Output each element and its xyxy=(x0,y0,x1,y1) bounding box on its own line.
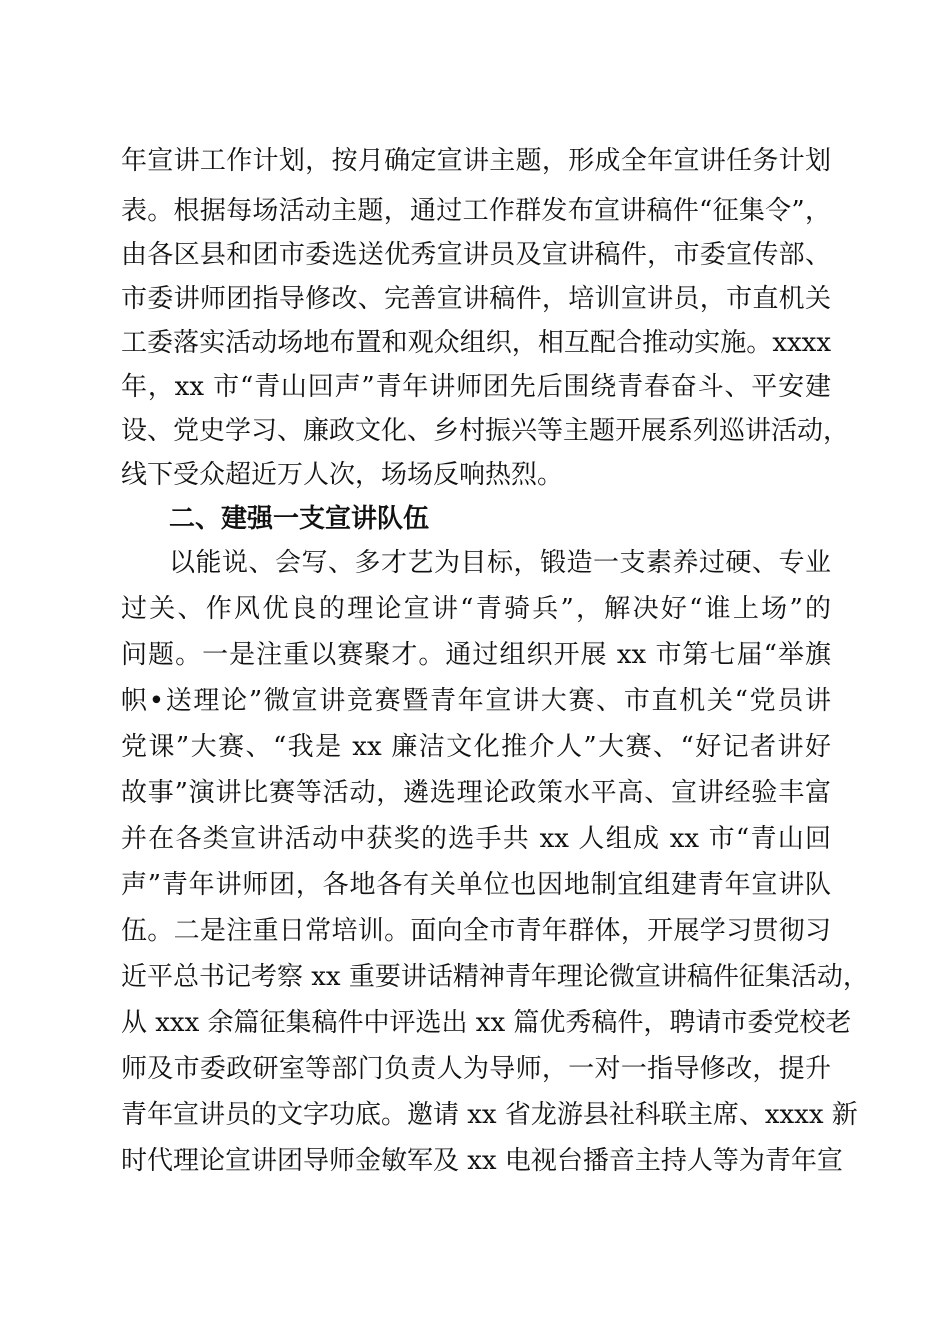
paragraph-2-line-2: 过关、作风优良的理论宣讲“青骑兵”，解决好“谁上场”的 xyxy=(121,594,831,624)
paragraph-2-line-3: 问题。一是注重以赛聚才。通过组织开展 xx 市第七届“举旗 xyxy=(121,640,831,670)
paragraph-2-line-13: 青年宣讲员的文字功底。邀请 xx 省龙游县社科联主席、xxxx 新 xyxy=(121,1100,858,1130)
paragraph-1-line-3: 由各区县和团市委选送优秀宣讲员及宣讲稿件，市委宣传部、 xyxy=(121,240,831,270)
paragraph-2-line-14: 时代理论宣讲团导师金敏军及 xx 电视台播音主持人等为青年宣 xyxy=(121,1146,843,1176)
paragraph-2-line-5: 党课”大赛、“我是 xx 廉洁文化推介人”大赛、“好记者讲好 xyxy=(121,732,831,762)
paragraph-2-line-4: 帜•送理论”微宣讲竞赛暨青年宣讲大赛、市直机关“党员讲 xyxy=(121,686,831,716)
paragraph-2-line-6: 故事”演讲比赛等活动，遴选理论政策水平高、宣讲经验丰富 xyxy=(121,778,831,808)
paragraph-2-line-10: 近平总书记考察 xx 重要讲话精神青年理论微宣讲稿件征集活动， xyxy=(121,962,869,992)
paragraph-1-line-8: 线下受众超近万人次，场场反响热烈。 xyxy=(121,460,564,490)
paragraph-2-line-8: 声”青年讲师团，各地各有关单位也因地制宜组建青年宣讲队 xyxy=(121,870,831,900)
paragraph-2-line-12: 师及市委政研室等部门负责人为导师，一对一指导修改，提升 xyxy=(121,1054,831,1084)
paragraph-1-line-2: 表。根据每场活动主题，通过工作群发布宣讲稿件“征集令”， xyxy=(121,196,831,226)
section-heading: 二、建强一支宣讲队伍 xyxy=(169,504,430,534)
paragraph-1-line-7: 设、党史学习、廉政文化、乡村振兴等主题开展系列巡讲活动， xyxy=(121,416,850,446)
paragraph-1-line-5: 工委落实活动场地布置和观众组织，相互配合推动实施。xxxx xyxy=(121,328,831,358)
paragraph-2-line-1: 以能说、会写、多才艺为目标，锻造一支素养过硬、专业 xyxy=(169,548,831,578)
paragraph-1-line-6: 年，xx 市“青山回声”青年讲师团先后围绕青春奋斗、平安建 xyxy=(121,372,831,402)
paragraph-1-line-4: 市委讲师团指导修改、完善宣讲稿件，培训宣讲员，市直机关 xyxy=(121,284,831,314)
paragraph-2-line-9: 伍。二是注重日常培训。面向全市青年群体，开展学习贯彻习 xyxy=(121,916,831,946)
paragraph-1-line-1: 年宣讲工作计划，按月确定宣讲主题，形成全年宣讲任务计划 xyxy=(121,146,831,176)
paragraph-2-line-11: 从 xxx 余篇征集稿件中评选出 xx 篇优秀稿件，聘请市委党校老 xyxy=(121,1008,852,1038)
paragraph-2-line-7: 并在各类宣讲活动中获奖的选手共 xx 人组成 xx 市“青山回 xyxy=(121,824,831,854)
